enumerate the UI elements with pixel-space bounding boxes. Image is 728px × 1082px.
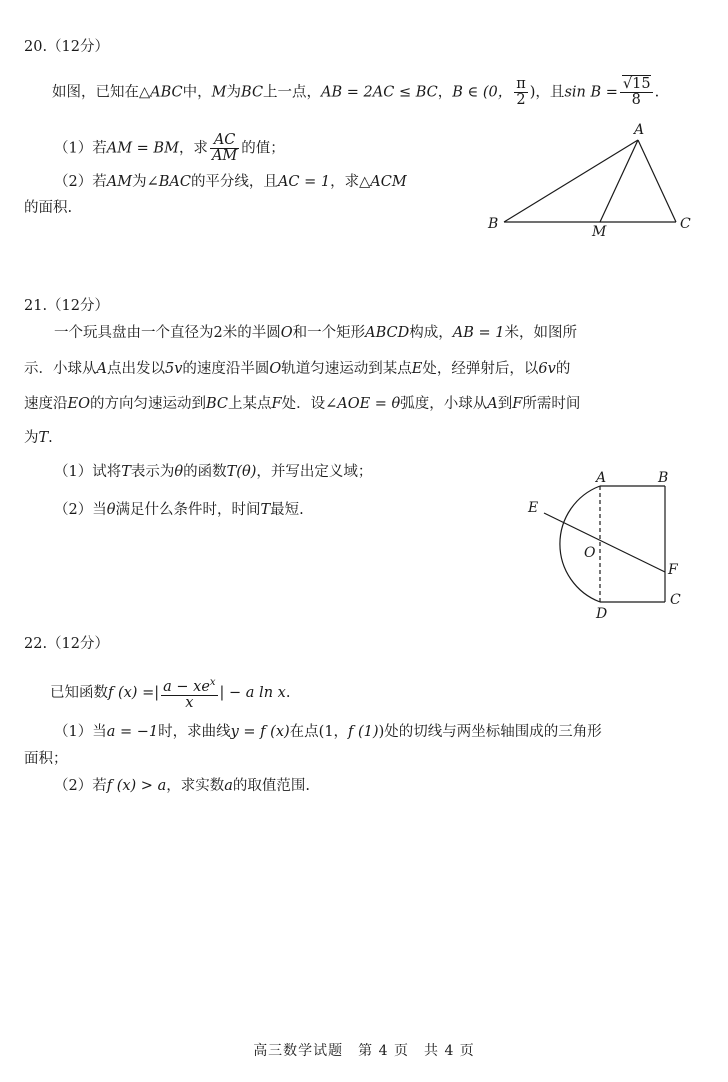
q21-text: 到 [497,396,513,412]
q21-text: 构成， [409,325,453,341]
q20-math: M [211,84,227,101]
triangle-abc-figure [480,118,700,240]
q20-math: AM [106,174,133,190]
q21-text: （2）当 [54,502,107,518]
q20-text: 如图，已知在△ [52,84,151,101]
fraction-denominator: 2 [516,92,526,108]
label-d: D [596,606,608,622]
q20-text: 为 [226,84,242,101]
q21-text: 和一个矩形 [292,325,366,341]
q21-text: 示．小球从 [24,361,97,377]
fraction-denominator: x [185,694,194,711]
q20-math: AB = 2AC ≤ BC [321,84,438,101]
q20-text: ，求△ [330,174,371,190]
toy-board-figure [520,468,700,626]
q21-text: 所需时间 [522,396,581,412]
q22-part1-cont: 面积； [24,751,68,767]
q21-math: ∠AOE = θ [325,396,401,412]
q20-text: 为 [132,174,147,190]
q21-math: A [487,396,498,412]
q21-part1 [54,462,372,482]
fraction-numerator [161,675,217,696]
q21-text: 为 [24,430,39,446]
q21-text: . [48,430,53,446]
q20-math: ACM [370,174,407,190]
q22-text: 在点(1， [289,724,349,740]
q21-math: 6v [538,361,556,377]
q21-text: 米，如图所 [504,325,577,341]
q21-text: 的 [555,361,571,377]
q21-text: ，并写出定义域； [256,464,373,480]
q20-text: （2）若 [54,174,107,190]
segment-ba [504,140,638,222]
fraction-numerator: AC [210,133,239,149]
q21-math: T [38,430,49,446]
q20-text: 中， [182,84,212,101]
fraction-denominator: AM [211,148,238,164]
q20-text: 的平分线，且 [190,174,278,190]
q22-text: 已知函数 [50,684,108,701]
semicircle-o [560,486,600,602]
fraction-numerator [620,77,653,93]
label-m: M [592,224,607,240]
q22-text: 时，求曲线 [158,724,231,740]
q21-math: θ [174,464,184,480]
q20-math: ABC [150,84,183,101]
q21-math: AB = 1 [452,325,505,341]
label-b: B [488,216,499,232]
ac-over-am-fraction [210,133,239,164]
fraction-numerator: π [516,76,526,92]
q21-line4 [24,428,53,448]
q20-part2-cont: 的面积. [24,200,73,216]
q22-text: （2）若 [54,778,107,794]
q22-header: 22.（12分） [24,636,110,652]
q21-math: T(θ) [226,464,257,480]
q21-line3 [24,394,580,414]
sin-b-fraction [620,77,653,108]
q22-math: f (x) =| [108,684,160,701]
q20-math: AM = BM [106,140,179,157]
label-c: C [680,216,691,232]
exponent: x [209,677,216,688]
q20-text: （1）若 [54,140,107,157]
q20-math: ∠BAC [146,174,191,190]
label-e: E [528,500,539,516]
q21-text: 速度沿 [24,396,68,412]
q20-part1 [54,133,285,164]
q21-text: 处．设 [281,396,326,412]
fraction-denominator: 8 [631,92,641,108]
q22-text: ，求实数 [166,778,225,794]
q21-math: A [96,361,107,377]
q22-text: 的取值范围. [232,778,310,794]
q21-text: 处，经弹射后，以 [422,361,539,377]
segment-ef [544,513,665,572]
q22-math: y = f (x) [230,724,290,740]
q21-text: 一个玩具盘由一个直径为2米的半圆 [54,325,281,341]
q21-math: θ [106,502,116,518]
segment-ac [638,140,676,222]
label-b: B [658,470,669,486]
q20-text: ，求 [178,140,208,157]
q20-text: 上一点， [263,84,322,101]
label-c: C [670,592,681,608]
q21-math: BC [205,396,229,412]
q21-math: O [280,325,293,341]
page-footer: 高三数学试题 第 4 页 共 4 页 [253,1043,475,1059]
q22-text: )处的切线与两坐标轴围成的三角形 [378,724,602,740]
label-f: F [668,562,678,578]
q20-math: sin B = [564,84,618,101]
label-a: A [596,470,607,486]
q21-text: 的速度沿半圆 [182,361,270,377]
q20-math: AC = 1 [277,174,331,190]
q20-text: )，且 [529,84,565,101]
q20-math: BC [241,84,264,101]
q21-math: O [269,361,282,377]
q21-text: 最短. [270,502,304,518]
q21-text: 弧度，小球从 [400,396,488,412]
q21-math: T [121,464,131,480]
q22-math: | − a ln x [219,684,286,701]
q21-math: E [411,361,423,377]
q21-text: 轨道匀速运动到某点 [281,361,412,377]
label-o: O [584,545,596,561]
q20-stem: 如图，已知在△ABC中，M为BC上一点，AB = 2AC ≤ BC，B ∈ (0， $\frac{\pi}{2}$ )，且sin B = $\frac{√15}{8}$ . [52,76,660,108]
q22-text: （1）当 [54,724,107,740]
q22-math: a [224,778,233,794]
q21-text: 的方向匀速运动到 [89,396,206,412]
q22-math: f (x) > a [106,778,167,794]
label-a: A [634,122,645,138]
sqrt-15: √15 [622,76,651,92]
q21-math: T [260,502,271,518]
q21-math: EO [67,396,90,412]
q21-math: F [271,396,282,412]
q22-fraction [161,675,217,711]
q22-part2 [54,776,310,796]
numerator-text: a − xe [163,678,210,695]
q20-part2 [54,172,407,192]
q21-text: 上某点 [228,396,272,412]
q21-text: （1）试将 [54,464,122,480]
q20-header: 20.（12分） [24,39,110,55]
q20-text: ， [437,84,453,101]
q21-line1 [54,323,577,343]
q21-text: 表示为 [130,464,175,480]
q22-math: f (1) [348,724,379,740]
q20-text: 的值； [241,140,285,157]
q21-text: 的函数 [183,464,227,480]
q22-math: a = −1 [106,724,159,740]
q21-math: ABCD [365,325,410,341]
q21-text: 点出发以 [106,361,165,377]
q21-part2 [54,500,304,520]
q21-math: F [512,396,523,412]
q22-part1 [54,722,602,742]
q21-line2 [24,359,570,379]
pi-over-2-fraction [514,77,528,108]
q21-text: 满足什么条件时，时间 [115,502,261,518]
q21-header: 21.（12分） [24,298,110,314]
q20-math: B ∈ (0， [452,84,513,101]
q22-stem [50,675,290,711]
q21-math: 5v [164,361,183,377]
q22-text: . [285,684,291,701]
